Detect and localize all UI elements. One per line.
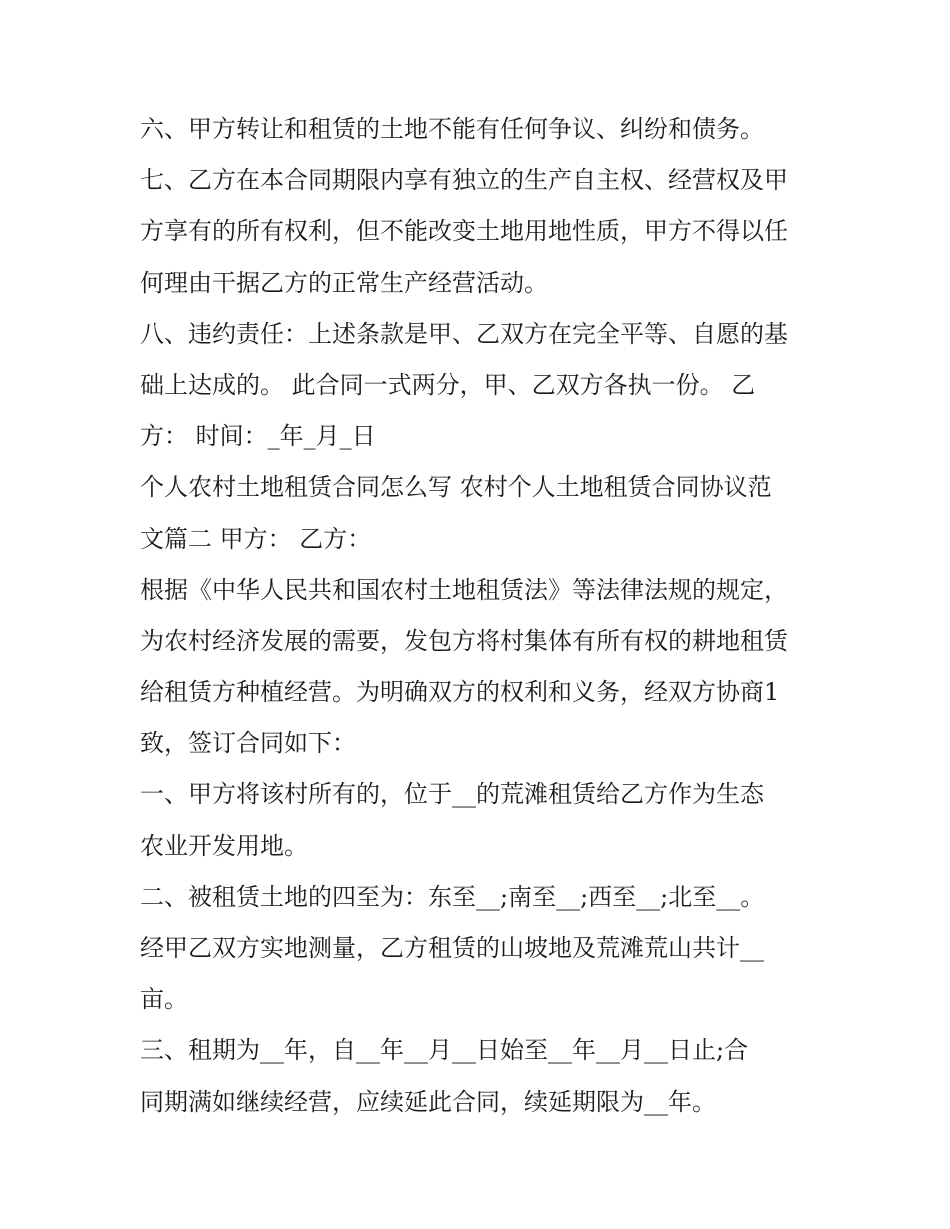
text-line: 亩。 [140,985,188,1014]
text-line: 同期满如继续经营，应续延此合同，续延期限为__年。 [140,1087,716,1116]
text-line: 致，签订合同如下： [140,729,356,758]
text-line: 三、租期为__年，自__年__月__日始至__年__月__日止;合 [140,1036,749,1065]
text-line: 一、甲方将该村所有的，位于__的荒滩租赁给乙方作为生态 [140,780,764,809]
text-line: 农业开发用地。 [140,831,308,860]
document-body [140,104,820,1128]
text-line: 为农村经济发展的需要，发包方将村集体有所有权的耕地租赁 [140,626,788,655]
text-line: 六、甲方转让和租赁的土地不能有任何争议、纠纷和债务。 [140,115,764,143]
text-line: 七、乙方在本合同期限内享有独立的生产自主权、经营权及甲 [140,166,788,195]
text-line: 经甲乙双方实地测量，乙方租赁的山坡地及荒滩荒山共计__ [140,934,764,962]
text-line: 二、被租赁土地的四至为：东至__;南至__;西至__;北至__。 [140,882,765,911]
text-line: 个人农村土地租赁合同怎么写 农村个人土地租赁合同协议范 [140,473,772,502]
text-line: 八、违约责任：上述条款是甲、乙双方在完全平等、自愿的基 [140,319,788,348]
text-line: 方： 时间：_年_月_日 [140,422,376,451]
text-line: 文篇二 甲方： 乙方： [140,524,372,553]
text-line: 根据《中华人民共和国农村土地租赁法》等法律法规的规定， [140,575,788,604]
text-line: 何理由干据乙方的正常生产经营活动。 [140,268,548,297]
text-line: 给租赁方种植经营。为明确双方的权利和义务，经双方协商1 [140,678,780,707]
text-line: 方享有的所有权利，但不能改变土地用地性质，甲方不得以任 [140,217,788,246]
text-line: 础上达成的。 此合同一式两分，甲、乙双方各执一份。 乙 [140,370,756,399]
